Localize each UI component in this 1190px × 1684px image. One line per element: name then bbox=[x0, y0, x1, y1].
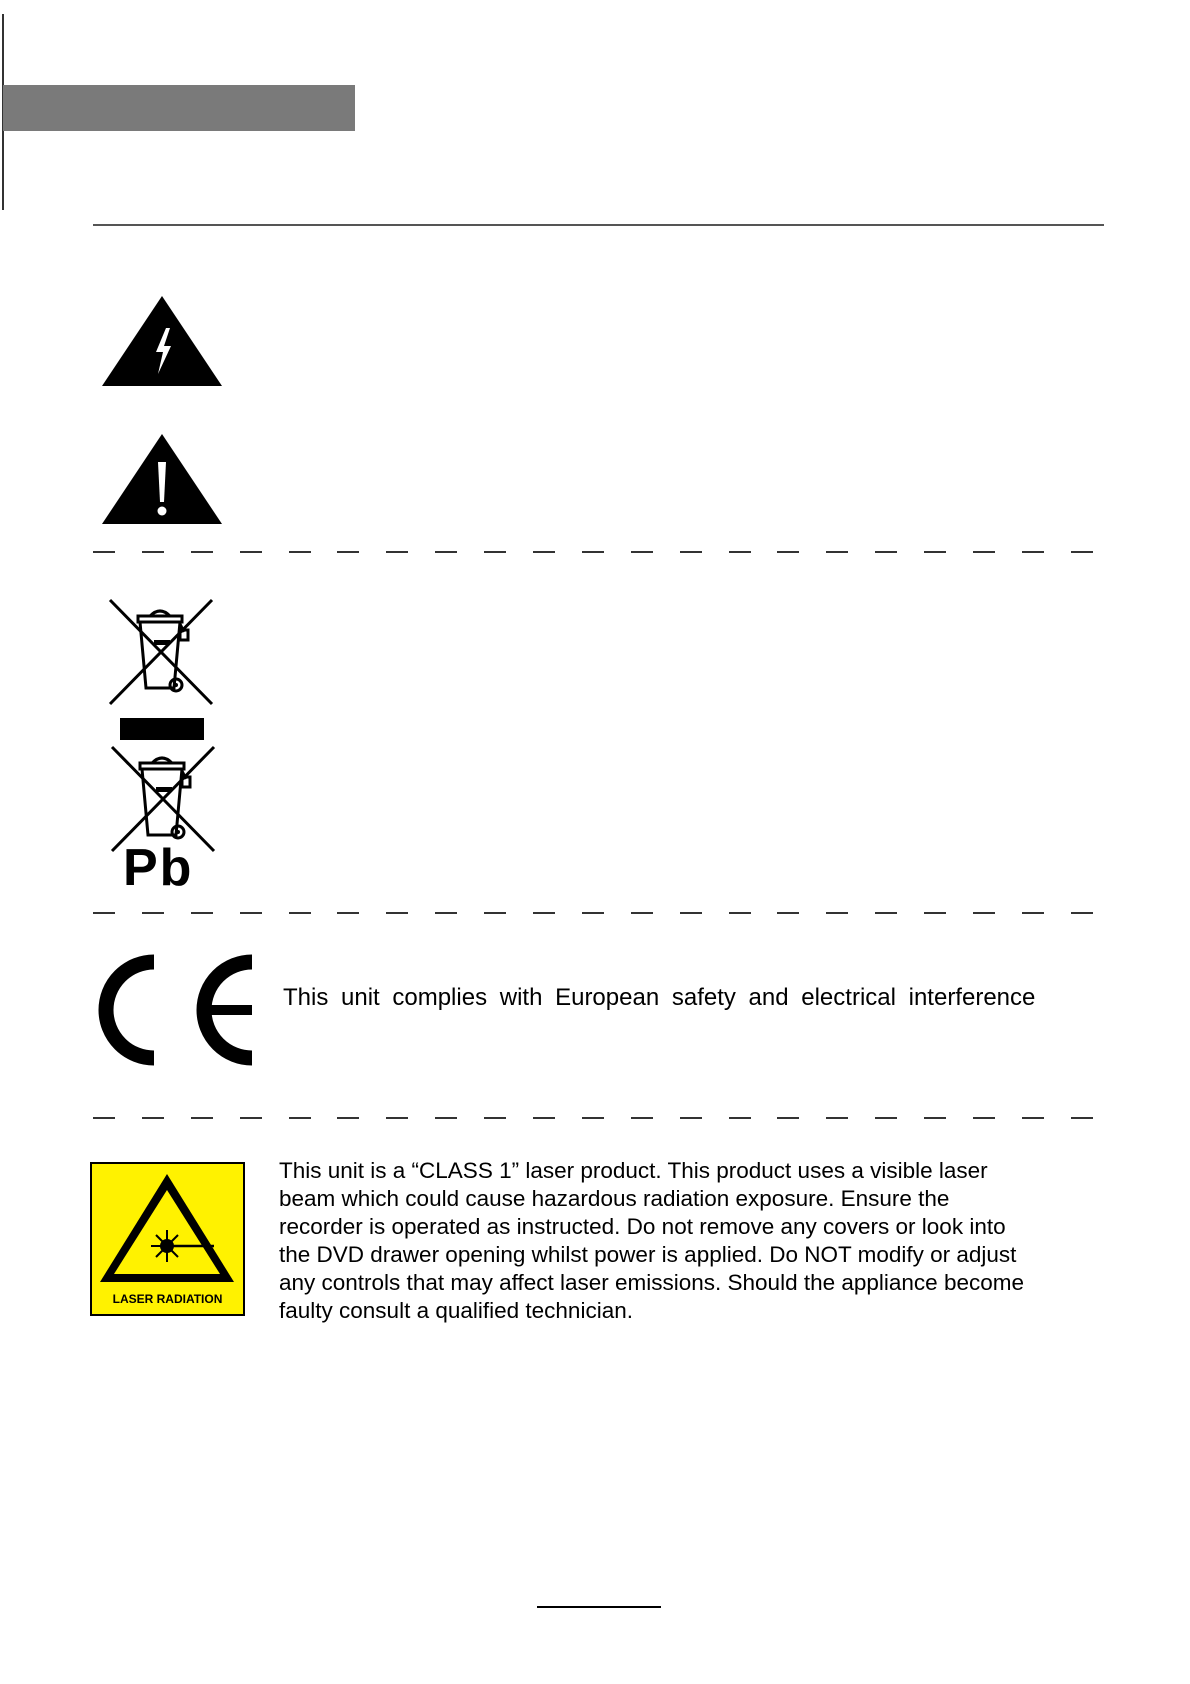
laser-warning-text: This unit is a “CLASS 1” laser product. This product uses a visible laser beam which could cause hazardous radiation exposure. Ensure the recorder is operated as instructed. Do not remove any covers or look into the DVD drawer opening whilst power is applied. Do NOT modify or adjust any controls that may affect laser emissions. Should the appliance become faulty consult a qualified technician. bbox=[279, 1158, 1024, 1323]
battery-mark: Pb bbox=[123, 839, 194, 897]
exclamation-warning-icon bbox=[100, 432, 224, 526]
laser-warning-icon bbox=[90, 1162, 245, 1316]
header-bar bbox=[3, 85, 355, 131]
ce-mark-icon bbox=[92, 950, 260, 1070]
ce-compliance-text: This unit complies with European safety and electrical interference bbox=[283, 984, 1036, 1011]
laser-triangle-icon bbox=[92, 1168, 243, 1288]
weee-bar bbox=[120, 718, 204, 740]
dashed-divider bbox=[93, 551, 1093, 553]
top-divider bbox=[93, 224, 1104, 226]
dashed-divider bbox=[93, 912, 1093, 914]
page-number-rule bbox=[537, 1606, 661, 1608]
crossed-bin-icon bbox=[106, 598, 216, 708]
laser-label: LASER RADIATION bbox=[112, 1292, 223, 1306]
lightning-warning-icon bbox=[100, 294, 224, 388]
dashed-divider bbox=[93, 1117, 1093, 1119]
